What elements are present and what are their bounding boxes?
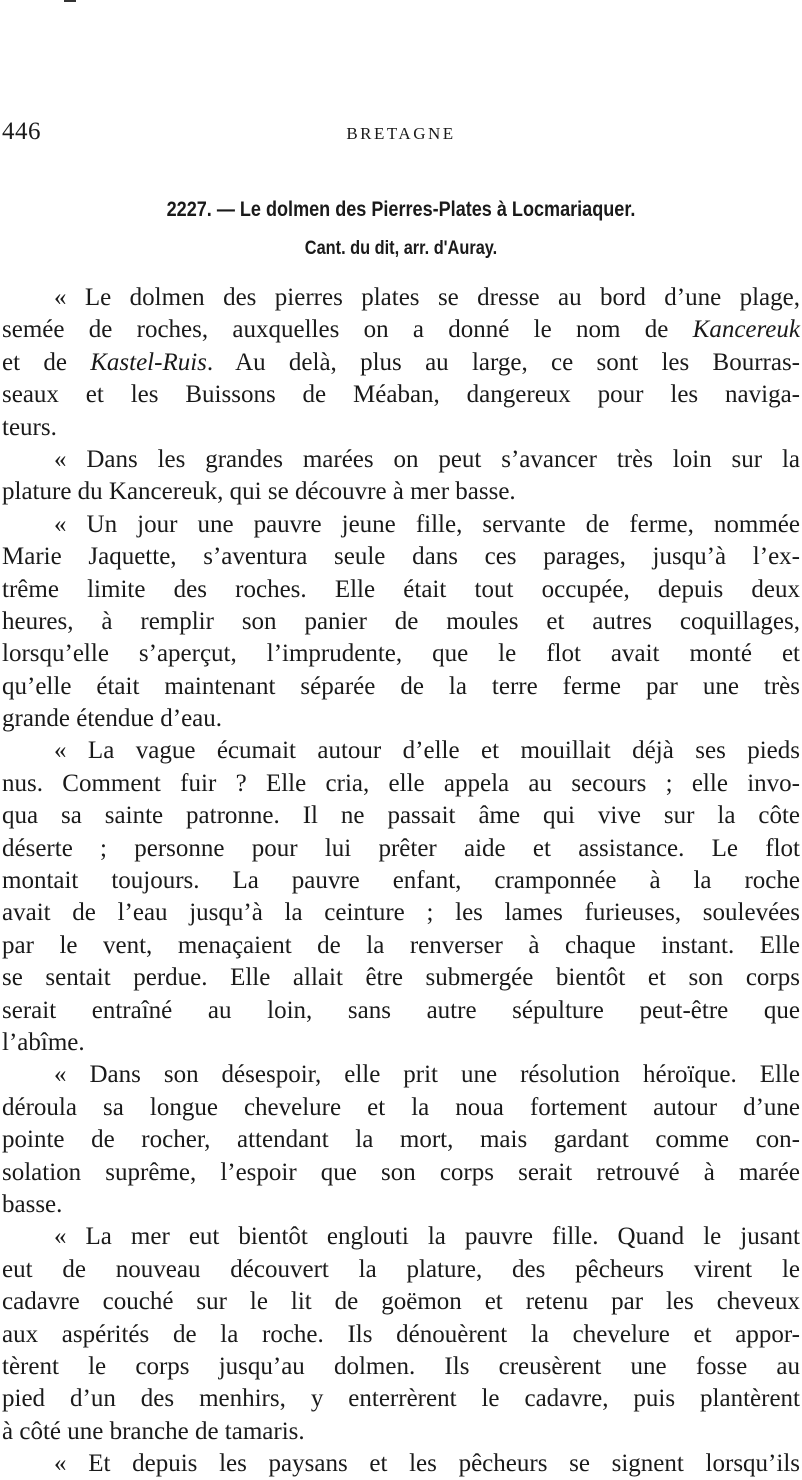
text-line: à côté une branche de tamaris. — [2, 1417, 305, 1445]
text-line: trême limite des roches. Elle était tout occupée, depuis deux — [2, 575, 800, 603]
text-line: nus. Comment fuir ? Elle cria, elle appela au secours ; elle invo- — [2, 769, 800, 797]
text-line: basse. — [2, 1190, 63, 1218]
text-segment: semée de roches, auxquelles on a donné le nom de — [2, 316, 669, 344]
page-number: 446 — [2, 118, 41, 145]
text-segment: et de — [2, 348, 67, 376]
text-line: déroula sa longue chevelure et la noua fortement autour d’une — [2, 1093, 800, 1121]
text-line: l’abîme. — [2, 1028, 85, 1056]
text-line: tèrent le corps jusqu’au dolmen. Ils creusèrent une fosse au — [2, 1352, 800, 1380]
text-line: seaux et les Buissons de Méaban, dangereux pour les naviga- — [2, 381, 800, 409]
text-line: cadavre couché sur le lit de goëmon et retenu par les cheveux — [2, 1288, 800, 1316]
text-line: aux aspérités de la roche. Ils dénouèrent la chevelure et appor- — [2, 1320, 800, 1348]
running-title: BRETAGNE — [346, 124, 456, 143]
text-line: déserte ; personne pour lui prêter aide et assistance. Le flot — [2, 834, 800, 862]
text-line: grande étendue d’eau. — [2, 705, 223, 733]
text-line: « Dans son désespoir, elle prit une résolution héroïque. Elle — [54, 1061, 800, 1089]
text-line: montait toujours. La pauvre enfant, cramponnée à la roche — [2, 867, 800, 895]
text-segment: . Au delà, plus au large, ce sont les Bourras- — [206, 348, 800, 376]
text-line: heures, à remplir son panier de moules et autres coquillages, — [2, 607, 800, 635]
text-line: « Le dolmen des pierres plates se dresse au bord d’une plage, — [54, 284, 800, 311]
running-header — [0, 118, 802, 152]
place-name: Kastel-Ruis — [90, 348, 207, 376]
text-line: « Et depuis les paysans et les pêcheurs se signent lorsqu’ils — [54, 1450, 800, 1478]
text-line: « La vague écumait autour d’elle et mouillait déjà ses pieds — [54, 737, 800, 765]
text-line: Marie Jaquette, s’aventura seule dans ces parages, jusqu’à l’ex- — [2, 543, 800, 571]
entry-title: 2227. — Le dolmen des Pierres-Plates à Locmariaquer. — [166, 198, 636, 221]
text-line: par le vent, menaçaient de la renverser à chaque instant. Elle — [2, 931, 800, 959]
text-line: solation suprême, l’espoir que son corps serait retrouvé à marée — [2, 1158, 800, 1186]
text-line: plature du Kancereuk, qui se découvre à mer basse. — [2, 478, 516, 506]
body-text — [2, 282, 800, 1480]
entry-subtitle: Cant. du dit, arr. d'Auray. — [304, 238, 498, 259]
text-line: « Un jour une pauvre jeune fille, servante de ferme, nommée — [54, 510, 800, 538]
text-line: avait de l’eau jusqu’à la ceinture ; les lames furieuses, soulevées — [2, 899, 800, 927]
text-line: lorsqu’elle s’aperçut, l’imprudente, que le flot avait monté et — [2, 640, 800, 668]
page-edge-mark — [64, 0, 76, 2]
place-name: Kancereuk — [692, 316, 801, 344]
text-line: teurs. — [2, 413, 57, 441]
text-line: « Dans les grandes marées on peut s’avancer très loin sur la — [54, 445, 800, 473]
text-line — [2, 314, 800, 346]
text-line: se sentait perdue. Elle allait être submergée bientôt et son corps — [2, 964, 800, 992]
text-line: qu’elle était maintenant séparée de la terre ferme par une très — [2, 672, 800, 700]
text-line: eut de nouveau découvert la plature, des pêcheurs virent le — [2, 1255, 800, 1283]
text-line: « La mer eut bientôt englouti la pauvre fille. Quand le jusant — [54, 1223, 800, 1251]
text-line: serait entraîné au loin, sans autre sépulture peut-être que — [2, 996, 800, 1024]
text-line: pointe de rocher, attendant la mort, mais gardant comme con- — [2, 1126, 800, 1154]
text-line: qua sa sainte patronne. Il ne passait âme qui vive sur la côte — [2, 802, 800, 830]
text-line — [2, 347, 800, 379]
text-line: pied d’un des menhirs, y enterrèrent le cadavre, puis plantèrent — [2, 1385, 800, 1413]
